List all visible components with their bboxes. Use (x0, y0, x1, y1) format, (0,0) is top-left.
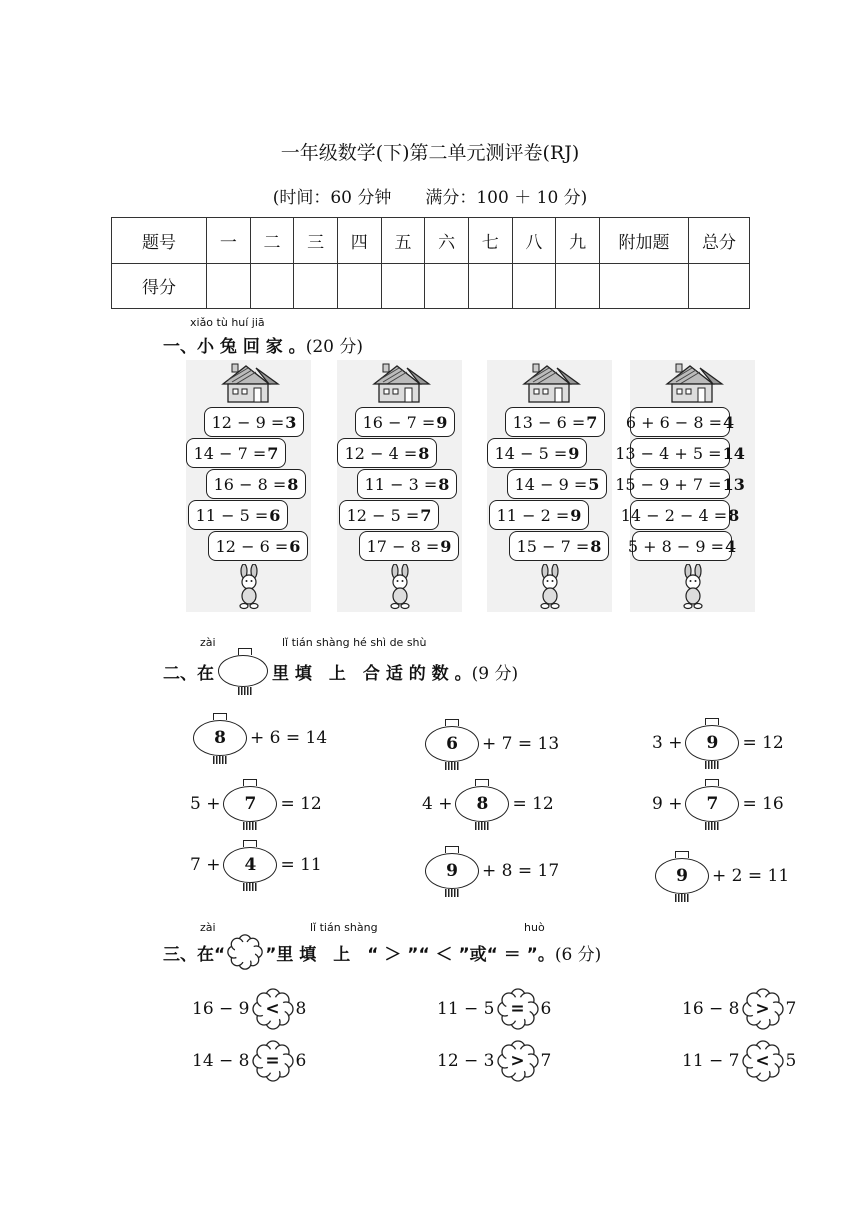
equation-answer: 8 (728, 505, 740, 525)
section3-heading (163, 934, 601, 970)
equation-expression: 11 − 2 = (496, 505, 570, 525)
comparison-right: 5 (785, 1051, 797, 1071)
table-cell: 附加题 (600, 218, 689, 264)
comparison-symbol: = (265, 1051, 280, 1071)
flower-icon[interactable] (497, 1040, 539, 1082)
flower-icon[interactable] (742, 988, 784, 1030)
table-cell: 总分 (689, 218, 750, 264)
table-cell: 一 (207, 218, 251, 264)
lantern-answer[interactable]: 8 (455, 786, 509, 822)
table-cell: 六 (425, 218, 469, 264)
equation-box (627, 531, 737, 561)
section3-title-b: ”里 填 上 “ ＞ ”“ ＜ ”或“ ＝ ”。 (265, 944, 555, 965)
table-cell: 二 (250, 218, 294, 264)
flower-icon[interactable] (252, 1040, 294, 1082)
section2-title-a: 二、在 (163, 663, 214, 684)
equation-expression: 14 − 7 = (193, 443, 267, 463)
equation-answer: 8 (287, 474, 299, 494)
comparison-item (192, 988, 306, 1030)
lantern-pre: 4 + (422, 794, 453, 814)
lantern-post: = 12 (280, 794, 322, 814)
house-icon (218, 362, 280, 404)
equation-expression: 14 − 5 = (494, 443, 568, 463)
equation-box (206, 469, 306, 499)
rabbit-icon (533, 564, 567, 610)
lantern-equation (422, 726, 559, 762)
table-cell: 九 (556, 218, 600, 264)
equation-answer: 9 (568, 443, 580, 463)
house-icon (662, 362, 724, 404)
equation-box (505, 407, 605, 437)
lantern-post: + 2 = 11 (712, 866, 790, 886)
score-input-cell[interactable] (600, 263, 689, 309)
equation-expression: 15 − 9 + 7 = (615, 474, 722, 494)
table-cell: 八 (512, 218, 556, 264)
lantern-equation (422, 786, 554, 822)
section3-pinyin-mid: lǐ tián shàng (310, 921, 378, 934)
house-icon (519, 362, 581, 404)
equation-expression: 5 + 8 − 9 = (627, 536, 725, 556)
score-input-cell[interactable] (207, 263, 251, 309)
comparison-right: 6 (295, 1051, 307, 1071)
section3-points: (6 分) (554, 944, 602, 965)
flower-icon (227, 934, 263, 970)
comparison-right: 6 (540, 999, 552, 1019)
comparison-item (437, 988, 551, 1030)
comparison-left: 12 − 3 (437, 1051, 495, 1071)
comparison-right: 8 (295, 999, 307, 1019)
lantern-equation (422, 853, 559, 889)
equation-answer: 9 (440, 536, 452, 556)
equation-expression: 14 − 9 = (514, 474, 588, 494)
equation-answer: 4 (723, 412, 735, 432)
score-input-cell[interactable] (512, 263, 556, 309)
comparison-left: 14 − 8 (192, 1051, 250, 1071)
section3-title-a: 三、在“ (163, 944, 226, 965)
equation-answer: 9 (436, 412, 448, 432)
equation-expression: 12 − 4 = (344, 443, 418, 463)
section2-pinyin-left: zài (200, 636, 216, 649)
lantern-answer[interactable]: 9 (425, 853, 479, 889)
lantern-answer[interactable]: 7 (223, 786, 277, 822)
equation-expression: 11 − 5 = (195, 505, 269, 525)
lantern-post: + 8 = 17 (482, 861, 560, 881)
section1-heading (163, 332, 363, 357)
score-table (111, 217, 750, 309)
section2-heading (163, 655, 518, 687)
equation-box (489, 500, 589, 530)
equation-answer: 9 (570, 505, 582, 525)
lantern-post: + 6 = 14 (250, 728, 328, 748)
lantern-answer[interactable]: 7 (685, 786, 739, 822)
comparison-right: 7 (785, 999, 797, 1019)
score-input-cell[interactable] (468, 263, 512, 309)
lantern-post: = 12 (512, 794, 554, 814)
lantern-equation (190, 786, 322, 822)
equation-answer: 7 (586, 412, 598, 432)
comparison-symbol: < (755, 1051, 770, 1071)
lantern-post: = 11 (280, 855, 322, 875)
lantern-equation (190, 847, 322, 883)
house-icon (369, 362, 431, 404)
lantern-answer[interactable]: 6 (425, 726, 479, 762)
score-input-cell[interactable] (337, 263, 381, 309)
lantern-icon (218, 655, 268, 687)
equation-box (509, 531, 609, 561)
equation-box (208, 531, 308, 561)
lantern-pre: 7 + (190, 855, 221, 875)
score-table-score-row (112, 263, 750, 309)
equation-answer: 4 (725, 536, 737, 556)
lantern-equation (652, 858, 789, 894)
lantern-answer[interactable]: 4 (223, 847, 277, 883)
equation-answer: 6 (269, 505, 281, 525)
equation-box (339, 500, 439, 530)
lantern-pre: 5 + (190, 794, 221, 814)
section1-title: 一、小 兔 回 家 。 (163, 337, 306, 357)
lantern-pre: 3 + (652, 733, 683, 753)
equation-expression: 16 − 8 = (213, 474, 287, 494)
section1-pinyin: xiǎo tù huí jiā (190, 316, 265, 329)
comparison-item (192, 1040, 306, 1082)
equation-expression: 14 − 2 − 4 = (620, 505, 728, 525)
equation-expression: 15 − 7 = (516, 536, 590, 556)
equation-answer: 5 (588, 474, 600, 494)
score-input-cell[interactable] (556, 263, 600, 309)
equation-box (186, 438, 286, 468)
rabbit-icon (676, 564, 710, 610)
equation-box (625, 407, 735, 437)
equation-box (615, 469, 745, 499)
comparison-symbol: < (265, 999, 280, 1019)
lantern-pre: 9 + (652, 794, 683, 814)
equation-answer: 8 (418, 443, 430, 463)
score-input-cell[interactable] (250, 263, 294, 309)
comparison-left: 16 − 9 (192, 999, 250, 1019)
rabbit-icon (232, 564, 266, 610)
score-input-cell[interactable] (689, 263, 750, 309)
equation-box (615, 438, 745, 468)
section2-points: (9 分) (471, 663, 519, 684)
equation-answer: 8 (590, 536, 602, 556)
page-subtitle: (时间：60 分钟 满分：100 ＋ 10 分) (272, 188, 588, 208)
table-cell: 三 (294, 218, 338, 264)
score-input-cell[interactable] (425, 263, 469, 309)
comparison-left: 11 − 5 (437, 999, 495, 1019)
lantern-equation (190, 720, 327, 756)
lantern-answer[interactable]: 9 (685, 725, 739, 761)
equation-answer: 7 (267, 443, 279, 463)
comparison-item (437, 1040, 551, 1082)
equation-box (359, 531, 459, 561)
flower-icon[interactable] (742, 1040, 784, 1082)
equation-expression: 12 − 6 = (215, 536, 289, 556)
table-cell: 题号 (112, 218, 207, 264)
equation-expression: 13 − 6 = (512, 412, 586, 432)
lantern-answer[interactable]: 8 (193, 720, 247, 756)
comparison-symbol: = (510, 999, 525, 1019)
equation-expression: 13 − 4 + 5 = (615, 443, 722, 463)
equation-box (487, 438, 587, 468)
flower-icon[interactable] (252, 988, 294, 1030)
lantern-post: + 7 = 13 (482, 734, 560, 754)
table-cell: 得分 (112, 263, 207, 309)
comparison-left: 16 − 8 (682, 999, 740, 1019)
equation-expression: 11 − 3 = (364, 474, 438, 494)
equation-answer: 6 (289, 536, 301, 556)
equation-expression: 12 − 9 = (211, 412, 285, 432)
equation-expression: 12 − 5 = (346, 505, 420, 525)
comparison-symbol: > (510, 1051, 525, 1071)
equation-box (337, 438, 437, 468)
equation-answer: 7 (420, 505, 432, 525)
section1-points: (20 分) (305, 337, 363, 357)
comparison-item (682, 988, 796, 1030)
lantern-equation (652, 725, 784, 761)
lantern-answer[interactable]: 9 (655, 858, 709, 894)
equation-box (204, 407, 304, 437)
comparison-item (682, 1040, 796, 1082)
comparison-right: 7 (540, 1051, 552, 1071)
equation-expression: 16 − 7 = (362, 412, 436, 432)
table-cell: 四 (337, 218, 381, 264)
equation-expression: 6 + 6 − 8 = (625, 412, 723, 432)
rabbit-icon (383, 564, 417, 610)
comparison-left: 11 − 7 (682, 1051, 740, 1071)
lantern-equation (652, 786, 784, 822)
equation-answer: 8 (438, 474, 450, 494)
score-input-cell[interactable] (294, 263, 338, 309)
page-title: 一年级数学(下)第二单元测评卷(RJ) (280, 142, 580, 164)
section3-pinyin-left: zài (200, 921, 216, 934)
equation-answer: 13 (722, 474, 745, 494)
flower-icon[interactable] (497, 988, 539, 1030)
equation-box (188, 500, 288, 530)
equation-expression: 17 − 8 = (366, 536, 440, 556)
equation-box (507, 469, 607, 499)
lantern-post: = 12 (742, 733, 784, 753)
comparison-symbol: > (755, 999, 770, 1019)
section2-pinyin-right: lǐ tián shàng hé shì de shù (282, 636, 427, 649)
equation-answer: 3 (285, 412, 297, 432)
score-table-header-row (112, 218, 750, 264)
score-input-cell[interactable] (381, 263, 425, 309)
equation-answer: 14 (722, 443, 745, 463)
table-cell: 五 (381, 218, 425, 264)
section2-title-b: 里 填 上 合 适 的 数 。 (272, 663, 472, 684)
equation-box (357, 469, 457, 499)
table-cell: 七 (468, 218, 512, 264)
lantern-post: = 16 (742, 794, 784, 814)
section3-pinyin-right: huò (524, 921, 545, 934)
equation-box (355, 407, 455, 437)
equation-box (620, 500, 740, 530)
